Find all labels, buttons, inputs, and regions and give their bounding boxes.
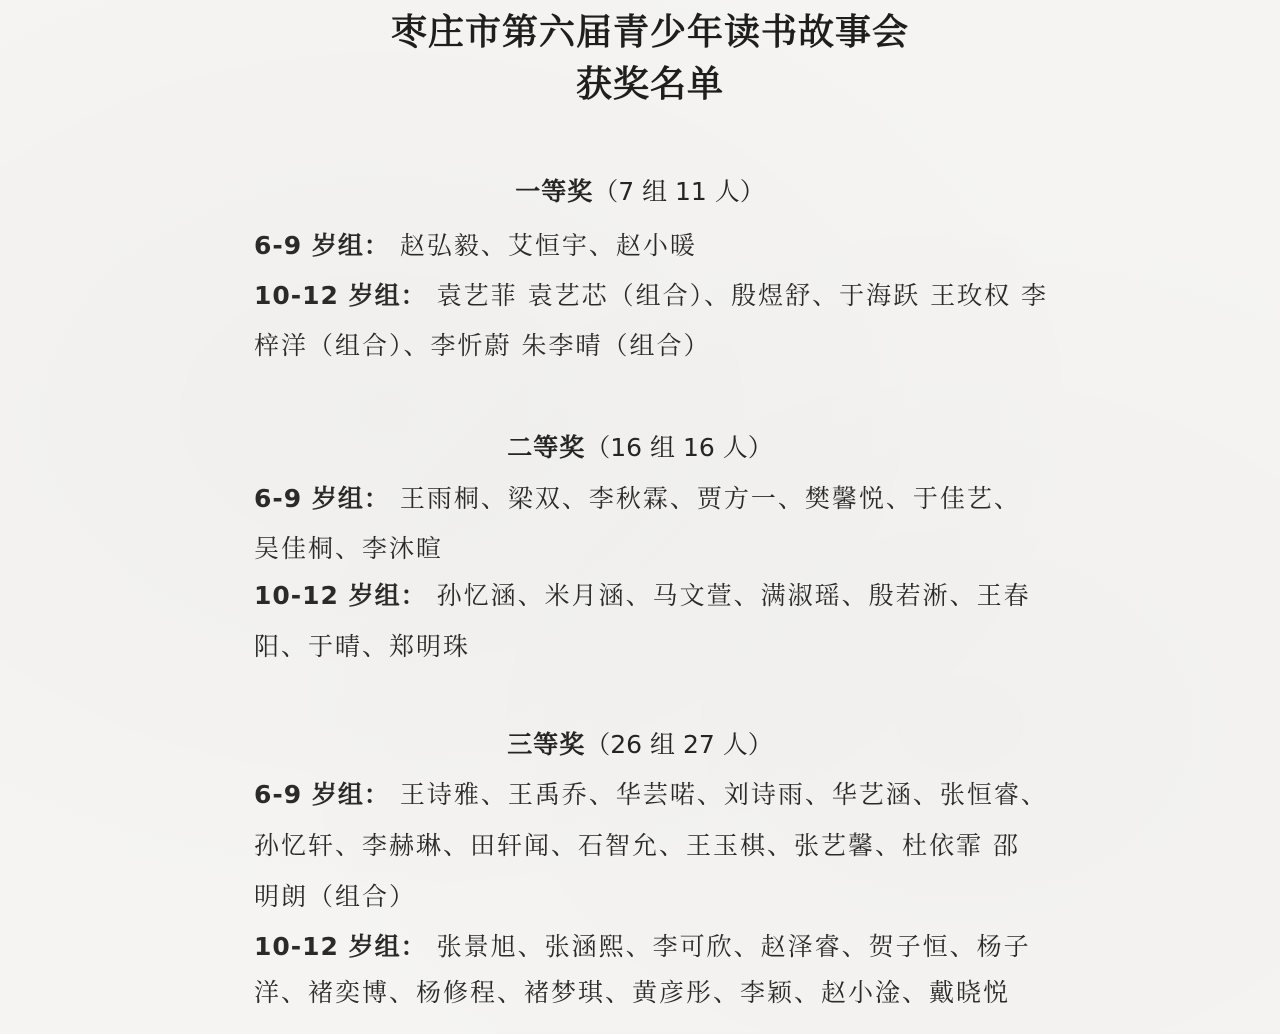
winner-names: 袁艺菲 袁艺芯（组合）、殷煜舒、于海跃 王玫权 李 — [436, 281, 1049, 310]
first-prize-group-10-12 — [254, 276, 1048, 312]
third-prize-group-6-9-cont: 孙忆轩、李赫琳、田轩闻、石智允、王玉棋、张艺馨、杜依霏 邵 — [254, 831, 1020, 860]
first-prize-count: （7 组 11 人） — [593, 177, 765, 206]
second-prize-group-6-9 — [254, 479, 1021, 515]
first-prize-group-6-9 — [254, 226, 697, 262]
second-prize-name: 二等奖 — [507, 433, 586, 462]
document-subtitle: 获奖名单 — [575, 63, 724, 105]
winner-names: 王诗雅、王禹乔、华芸喏、刘诗雨、华艺涵、张恒睿、 — [399, 780, 1048, 809]
third-prize-heading — [0, 725, 1280, 761]
third-prize-group-10-12 — [254, 927, 1031, 963]
second-prize-count: （16 组 16 人） — [585, 433, 773, 462]
group-label: 6-9 岁组： — [254, 780, 390, 809]
group-label: 10-12 岁组： — [254, 281, 427, 310]
winner-names: 王雨桐、梁双、李秋霖、贾方一、樊馨悦、于佳艺、 — [399, 484, 1021, 513]
document-title: 枣庄市第六届青少年读书故事会 — [390, 11, 909, 53]
second-prize-heading — [0, 428, 1280, 464]
group-label: 6-9 岁组： — [254, 484, 390, 513]
third-prize-group-6-9 — [254, 775, 1048, 811]
third-prize-group-6-9-cont2: 明朗（组合） — [254, 882, 417, 911]
winner-names: 孙忆涵、米月涵、马文萱、满淑瑶、殷若淅、王春 — [436, 581, 1031, 610]
winner-names: 张景旭、张涵熙、李可欣、赵泽睿、贺子恒、杨子 — [436, 932, 1031, 961]
first-prize-heading — [0, 172, 1280, 208]
second-prize-group-10-12-cont: 阳、于晴、郑明珠 — [254, 632, 471, 661]
group-label: 6-9 岁组： — [254, 231, 390, 260]
second-prize-group-6-9-cont: 吴佳桐、李沐暄 — [254, 534, 444, 563]
third-prize-group-10-12-cont: 洋、褚奕博、杨修程、褚梦琪、黄彦彤、李颖、赵小淦、戴晓悦 — [254, 978, 1011, 1007]
winner-names: 赵弘毅、艾恒宇、赵小暖 — [399, 231, 697, 260]
group-label: 10-12 岁组： — [254, 932, 427, 961]
third-prize-count: （26 组 27 人） — [585, 730, 773, 759]
second-prize-group-10-12 — [254, 576, 1031, 612]
first-prize-group-10-12-cont: 梓洋（组合）、李忻蔚 朱李晴（组合） — [254, 331, 711, 360]
group-label: 10-12 岁组： — [254, 581, 427, 610]
first-prize-name: 一等奖 — [515, 177, 594, 206]
third-prize-name: 三等奖 — [507, 730, 586, 759]
